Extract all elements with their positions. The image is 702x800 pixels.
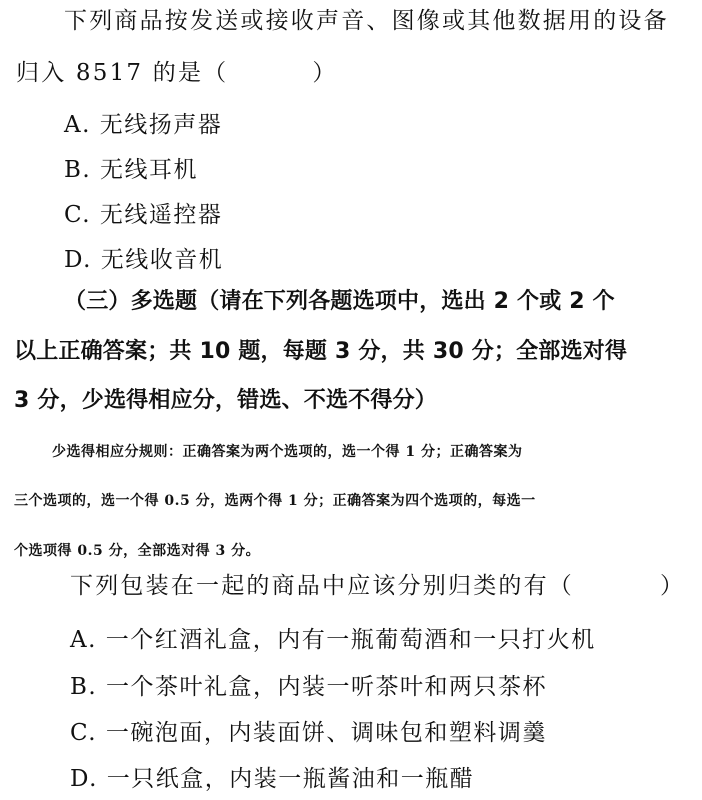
- question-1-stem-line-2: [16, 62, 338, 85]
- question-2-option-a: A. 一个红酒礼盒，内有一瓶葡萄酒和一只打火机: [70, 627, 596, 653]
- question-2-stem-prefix: 下列包装在一起的商品中应该分别归类的有（: [70, 573, 574, 599]
- question-2-stem: [70, 575, 685, 598]
- scoring-rule-line-2: 三个选项的，选一个得 0.5 分，选两个得 1 分；正确答案为四个选项的，每选一: [14, 493, 536, 509]
- question-1-option-a: A. 无线扬声器: [64, 112, 223, 138]
- question-2-option-b: B. 一个茶叶礼盒，内装一听茶叶和两只茶杯: [70, 674, 548, 700]
- question-1-stem-suffix: ）: [312, 60, 338, 86]
- question-1-stem-line-1: 下列商品按发送或接收声音、图像或其他数据用的设备: [64, 8, 669, 34]
- question-2-option-c: C. 一碗泡面，内装面饼、调味包和塑料调羹: [70, 720, 547, 746]
- question-2-stem-suffix: ）: [660, 573, 686, 599]
- question-1-option-c: C. 无线遥控器: [64, 202, 223, 228]
- question-1-option-d: D. 无线收音机: [64, 247, 224, 273]
- section-header-line-3: 3 分，少选得相应分，错选、不选不得分）: [14, 388, 437, 413]
- question-1-stem-prefix: 归入 8517 的是（: [16, 60, 229, 86]
- section-header-line-2: 以上正确答案；共 10 题，每题 3 分，共 30 分；全部选对得: [14, 339, 628, 364]
- scoring-rule-line-1: 少选得相应分规则：正确答案为两个选项的，选一个得 1 分；正确答案为: [52, 444, 523, 460]
- question-1-option-b: B. 无线耳机: [64, 157, 199, 183]
- section-header-line-1: （三）多选题（请在下列各题选项中，选出 2 个或 2 个: [64, 289, 615, 314]
- scoring-rule-line-3: 个选项得 0.5 分，全部选对得 3 分。: [14, 543, 261, 559]
- question-2-option-d: D. 一只纸盒，内装一瓶酱油和一瓶醋: [70, 766, 475, 792]
